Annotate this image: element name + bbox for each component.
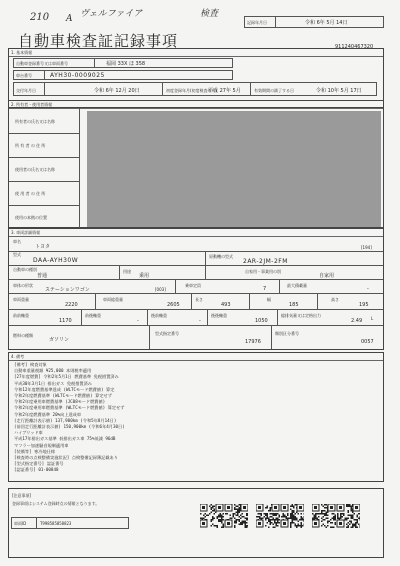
- body-value: ステーションワゴン: [45, 287, 90, 293]
- maxload-label: 最大積載量: [287, 283, 307, 288]
- displacement-value: 2.49: [351, 318, 363, 324]
- remark-line: 令和12年度燃費基準達成 (WLTCモード燃費値) 算定: [14, 386, 115, 392]
- capacity-value: 7: [263, 286, 267, 292]
- fuel-value: ガソリン: [49, 337, 70, 343]
- engine-value: 2AR-2JM-2FM: [243, 258, 288, 265]
- reg-number-value: 福岡 33X ほ 358: [106, 61, 146, 67]
- body-code: [003]: [155, 287, 166, 292]
- vehicle-section: [8, 228, 384, 350]
- maker-label: 車名: [13, 239, 21, 244]
- first-reg-value: 平成 27年 5月: [208, 88, 241, 94]
- remark-line: [認証番号] 01-00848: [14, 467, 59, 473]
- issue-date-value: 令和 6年 12月 20日: [94, 88, 140, 94]
- maxload-value: -: [367, 286, 369, 292]
- kind-value: 普通: [37, 273, 48, 279]
- height-value: 195: [359, 302, 369, 308]
- qr-code-icon: [312, 504, 360, 528]
- category-label: 類別区分番号: [275, 331, 299, 336]
- gross-label: 車両総重量: [103, 297, 123, 302]
- document-number: 911240467320: [335, 44, 374, 50]
- remark-line: 平成30年3月1日 排出ガス 免税措置済み: [14, 380, 92, 386]
- remark-line: 令和2年度乗用車燃費基準 (WLTCモード燃費値) 算定せず: [14, 405, 125, 411]
- fr-axle-label: 前後軸重: [85, 313, 101, 318]
- record-date-box: [244, 16, 384, 28]
- type-value: DAA-AYH30W: [33, 257, 79, 264]
- owner-section-label: 2. 所有者・使用者情報: [11, 102, 53, 107]
- rf-axle-label: 後前軸重: [151, 313, 167, 318]
- remark-line: 令和2年度乗用車燃費基準 (JC08モード燃費値): [14, 399, 106, 405]
- basic-info-section: [8, 48, 384, 108]
- remark-line: [型式指定番号] 認証番号: [14, 461, 64, 467]
- remarks-section-label: 4. 備考: [11, 354, 25, 359]
- width-value: 185: [289, 302, 299, 308]
- weight-value: 2220: [65, 302, 78, 308]
- remark-line: マフラー加速騒音規制適用車: [14, 442, 69, 448]
- height-label: 高さ: [331, 297, 339, 302]
- private-label: 自家用・事業用の別: [245, 269, 281, 274]
- owner-address-label: 所 有 者 の 住 所: [15, 143, 46, 148]
- maker-value: トヨタ: [35, 244, 51, 250]
- redacted-owner-info: [87, 111, 381, 227]
- use-label: 用途: [123, 269, 131, 274]
- remark-line: 令和2年度燃費基準 (WLTCモード燃費値) 算定せず: [14, 393, 112, 398]
- type-number-value: 17976: [245, 339, 261, 345]
- chassis-label: 車台番号: [16, 73, 32, 78]
- ff-axle-value: 1170: [59, 318, 72, 324]
- kind-label: 自動車の種別: [13, 267, 37, 272]
- user-address-label: 使 用 者 の 住 所: [15, 191, 46, 196]
- vehicle-section-label: 3. 車両詳細情報: [11, 230, 41, 235]
- remark-line: [27年度燃費] 令和2年5月1日 燃費基準 免税措置済み: [14, 374, 119, 380]
- displacement-label: 総排気量又は定格出力: [281, 313, 321, 318]
- remark-line: [備考] 検査対象: [14, 362, 47, 367]
- length-label: 長さ: [195, 297, 203, 302]
- basic-section-label: 1. 基本情報: [11, 50, 33, 55]
- handwritten-number: 210: [30, 12, 50, 23]
- remark-line: [検査時の点検整備実施状況] 点検整備記録簿記載あり: [14, 455, 118, 460]
- remark-line: (前回走行距離計表示値) 150,900km (令和6年4月30日): [14, 424, 125, 429]
- remark-line: (走行距離計表示値) 137,900km (令和5年8月14日): [14, 417, 117, 423]
- remark-line: 自動車重量税額 ¥25,000 本則税率適用: [14, 368, 92, 374]
- displacement-unit: L: [371, 316, 374, 321]
- body-label: 車体の形状: [13, 283, 33, 288]
- fr-axle-value: -: [137, 318, 139, 324]
- type-number-label: 型式指定番号: [155, 331, 179, 336]
- handwritten-note: 検査: [200, 9, 219, 19]
- vehicle-id-value: T998585858823: [40, 521, 72, 526]
- document-title: 自動車検査証記録事項: [18, 32, 179, 50]
- type-label: 型式: [13, 252, 21, 257]
- record-date-value: 令和 6年 5月 14日: [305, 20, 348, 26]
- private-value: 自家用: [319, 273, 335, 279]
- issue-date-label: 交付年月日: [16, 88, 36, 93]
- engine-label: 原動機の型式: [209, 254, 233, 259]
- base-location-label: 使用の本拠の位置: [15, 215, 47, 220]
- category-value: 0057: [361, 339, 374, 345]
- notice-text: 登録事項はシステム登録時点の情報となります。: [12, 501, 100, 506]
- handwritten-model: ヴェルファイア: [80, 9, 143, 19]
- rr-axle-value: 1050: [255, 318, 268, 324]
- length-value: 493: [221, 302, 231, 308]
- notice-label: [注意事項]: [12, 493, 32, 498]
- qr-code-icon: [200, 504, 248, 528]
- owner-name-label: 所有者の氏名又は名称: [15, 119, 55, 124]
- first-reg-label: 初度登録年月(初度検査年月): [166, 88, 218, 93]
- qr-code-icon: [256, 504, 304, 528]
- rr-axle-label: 後後軸重: [211, 313, 227, 318]
- rf-axle-value: -: [199, 318, 201, 324]
- remark-line: 令和2年度燃費基準 20%向上達成車: [14, 411, 82, 417]
- gross-value: 2605: [167, 302, 180, 308]
- fuel-label: 燃料の種類: [13, 333, 33, 338]
- vehicle-id-label: 車両ID: [14, 521, 27, 526]
- owner-section: [8, 100, 384, 228]
- expiry-value: 令和 10年 5月 17日: [316, 88, 362, 94]
- use-value: 乗用: [139, 273, 150, 279]
- maker-code: [194]: [361, 245, 372, 250]
- remark-line: ハイブリッド車: [14, 430, 43, 436]
- remark-line: [装備等] 寒冷地仕様: [14, 448, 56, 454]
- ff-axle-label: 前前軸重: [13, 313, 29, 318]
- record-date-label: 記録年月日: [247, 20, 267, 25]
- user-name-label: 使用者の氏名又は名称: [15, 167, 55, 172]
- handwritten-letter: A: [66, 14, 73, 24]
- weight-label: 車両重量: [13, 297, 29, 302]
- width-label: 幅: [267, 297, 271, 302]
- expiry-label: 有効期間の満了する日: [254, 88, 294, 93]
- chassis-value: AYH30-0009025: [50, 72, 105, 79]
- remark-line: 平成17年排出ガス基準 低排出ガス車 75%低減 96dB: [14, 436, 116, 442]
- capacity-label: 乗車定員: [185, 283, 201, 288]
- reg-number-label: 自動車登録番号又は車両番号: [16, 61, 68, 66]
